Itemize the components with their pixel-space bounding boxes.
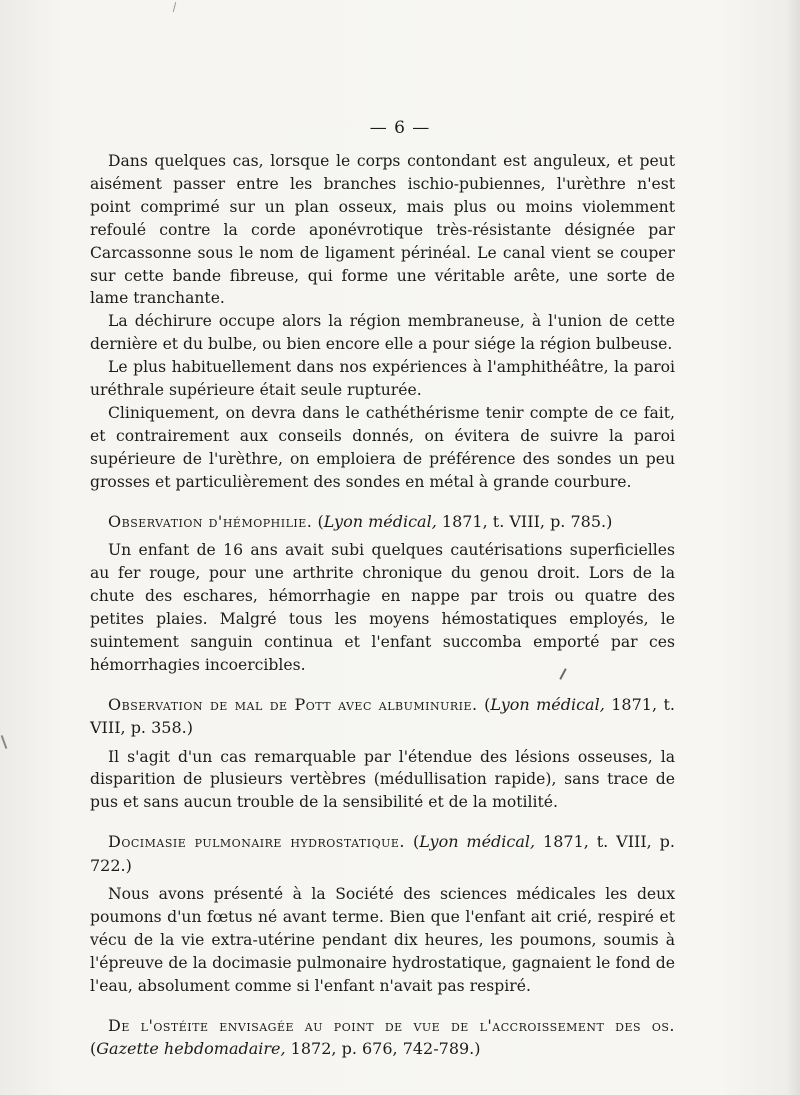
section-body: Il s'agit d'un cas remarquable par l'étendue des lésions osseuses, la disparition de plusieurs vertèbres (médullisation rapide), sans trace de pus et sans aucun trouble de la sensibilité et de la motilité. [90, 747, 675, 812]
body-text [90, 150, 675, 1067]
stray-mark [1, 735, 8, 749]
page-edge-shadow [786, 0, 800, 1095]
section-title: Observation de mal de Pott avec albuminurie. [108, 694, 478, 714]
reference-journal: Lyon médical, [419, 832, 536, 852]
section-body: Un enfant de 16 ans avait subi quelques cautérisations superficielles au fer rouge, pour une arthrite chronique du genou droit. Lors de la chute des eschares, hémorrhagie en nappe par trois ou quatre des petites plaies. Malgré tous les moyens hémostatiques employés, le suintement sanguin continua et l'enfant succomba emporté par ces hémorrhagies incoercibles. [90, 541, 675, 674]
reference-open: ( [484, 694, 491, 714]
section-heading [90, 1014, 675, 1061]
reference-open: ( [412, 832, 420, 852]
reference-journal: Lyon médical, [323, 511, 437, 531]
reference-open: ( [317, 511, 324, 531]
section-body: Nous avons présenté à la Société des sciences médicales les deux poumons d'un fœtus né avant terme. Bien que l'enfant ait crié, respiré et vécu de la vie extra-utérine pendant dix heures, les poumons, soumis à l'épreuve de la docimasie pulmonaire hydrostatique, gagnaient le fond de l'eau, absolument comme si l'enfant n'avait pas respiré. [90, 885, 675, 995]
paragraph: La déchirure occupe alors la région membraneuse, à l'union de cette dernière et du bulbe, ou bien encore elle a pour siége la région bulbeuse. [90, 312, 675, 354]
stray-mark [173, 2, 177, 12]
section-heading [90, 830, 675, 877]
reference-open: ( [90, 1039, 97, 1059]
reference-details: 1872, p. 676, 742-789.) [285, 1039, 481, 1059]
paragraph: Dans quelques cas, lorsque le corps contondant est anguleux, et peut aisément passer entre les branches ischio-pubiennes, l'urèthre n'est point comprimé sur un plan osseux, mais plus ou moins violemment refoulé contre la corde aponévrotique très-résistante désignée par Carcassonne sous le nom de ligament périnéal. Le canal vient se couper sur cette bande fibreuse, qui forme une véritable arête, une sorte de lame tranchante. [90, 152, 675, 308]
reference-journal: Gazette hebdomadaire, [96, 1039, 286, 1059]
section-heading [90, 693, 675, 740]
paragraph: Le plus habituellement dans nos expériences à l'amphithéâtre, la paroi uréthrale supérieure était seule rupturée. [90, 358, 675, 400]
section-title: Docimasie pulmonaire hydrostatique. [108, 832, 406, 852]
reference-details: 1871, t. VIII, p. 785.) [436, 511, 613, 531]
reference-details: 1871, t. VIII, p. 358.) [90, 694, 676, 738]
section-heading [90, 510, 675, 534]
reference-details: 1871, t. VIII, p. 722.) [90, 832, 676, 875]
reference-journal: Lyon médical, [490, 694, 605, 714]
section-title: De l'ostéite envisagée au point de vue de l'accroissement des os. [108, 1015, 675, 1035]
paragraph: Cliniquement, on devra dans le cathéthérisme tenir compte de ce fait, et contrairement aux conseils donnés, on évitera de suivre la paroi supérieure de l'urèthre, on emploiera de préférence des sondes un peu grosses et particulièrement des sondes en métal à grande courbure. [90, 403, 675, 491]
section-title: Observation d'hémophilie. [108, 511, 313, 531]
page-number: — 6 — [369, 118, 431, 138]
